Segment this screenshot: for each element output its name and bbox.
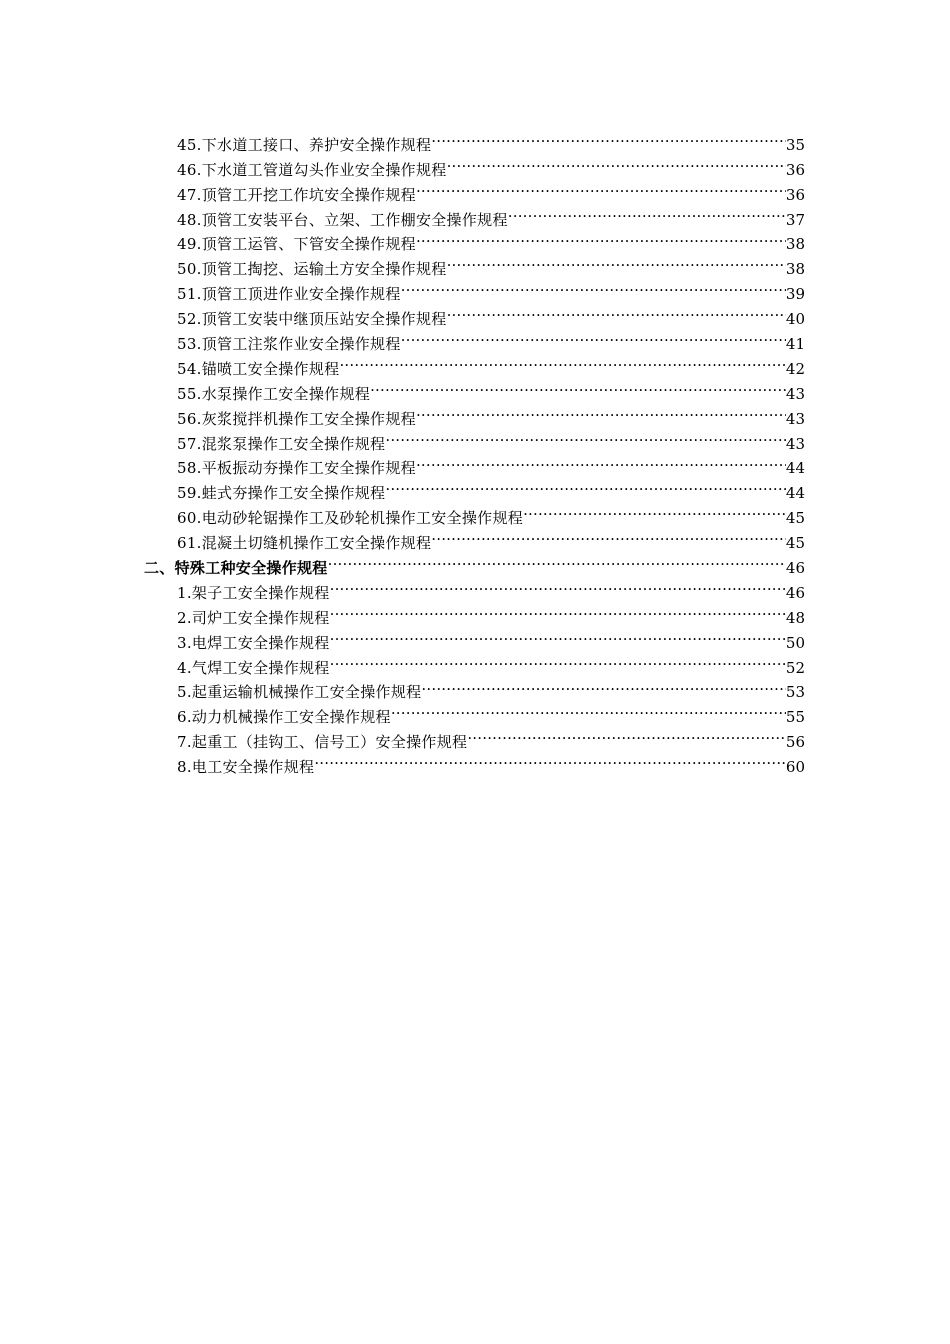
toc-dot-leader — [508, 200, 786, 225]
toc-entry-title: 60.电动砂轮锯操作工及砂轮机操作工安全操作规程 — [177, 509, 524, 528]
toc-entry[interactable] — [177, 697, 805, 727]
toc-section-title: 二、特殊工种安全操作规程 — [144, 559, 328, 578]
toc-dot-leader — [416, 449, 786, 474]
toc-entry[interactable] — [177, 673, 805, 702]
toc-dot-leader — [385, 473, 786, 498]
toc-entry[interactable] — [177, 274, 805, 304]
toc-page-number: 44 — [785, 484, 805, 503]
toc-entry-title: 5.起重运输机械操作工安全操作规程 — [177, 683, 422, 702]
toc-entry[interactable] — [177, 249, 805, 279]
toc-page-number: 36 — [785, 185, 805, 204]
toc-dot-leader — [314, 747, 786, 772]
toc-entry[interactable] — [177, 523, 805, 553]
toc-dot-leader — [330, 623, 786, 648]
toc-dot-leader — [447, 249, 786, 274]
toc-dot-leader — [431, 125, 786, 150]
toc-page-number: 53 — [785, 683, 805, 702]
toc-entry[interactable] — [177, 324, 805, 354]
toc-entry-title: 54.锚喷工安全操作规程 — [177, 359, 340, 378]
toc-entry-title: 59.蛙式夯操作工安全操作规程 — [177, 484, 386, 503]
toc-entry-title: 58.平板振动夯操作工安全操作规程 — [177, 459, 416, 478]
toc-entry-title: 8.电工安全操作规程 — [177, 758, 315, 777]
toc-entry[interactable] — [177, 573, 805, 602]
toc-page-number: 43 — [785, 434, 805, 453]
toc-page-number: 60 — [785, 758, 805, 777]
toc-entry-title: 3.电焊工安全操作规程 — [177, 633, 330, 652]
toc-page-number: 42 — [785, 359, 805, 378]
toc-entry[interactable] — [177, 374, 805, 403]
toc-dot-leader — [330, 598, 786, 623]
toc-page-number: 56 — [785, 733, 805, 752]
toc-entry-title: 49.顶管工运管、下管安全操作规程 — [177, 235, 416, 254]
toc-entry[interactable] — [177, 200, 805, 229]
toc-entry-title: 1.架子工安全操作规程 — [177, 583, 330, 602]
toc-dot-leader — [447, 150, 786, 175]
toc-entry[interactable] — [177, 747, 805, 777]
toc-page-number: 43 — [785, 409, 805, 428]
toc-page-number: 48 — [785, 608, 805, 627]
toc-dot-leader — [421, 673, 785, 698]
toc-page-number: 52 — [785, 658, 805, 677]
toc-page-number: 45 — [785, 509, 805, 528]
toc-entry-title: 57.混浆泵操作工安全操作规程 — [177, 434, 386, 453]
toc-entry[interactable] — [177, 125, 805, 154]
table-of-contents — [0, 125, 950, 777]
toc-page-number: 55 — [785, 708, 805, 727]
toc-entry[interactable] — [177, 424, 805, 453]
toc-entry-title: 6.动力机械操作工安全操作规程 — [177, 708, 391, 727]
toc-dot-leader — [339, 349, 785, 374]
toc-entry-title: 7.起重工（挂钩工、信号工）安全操作规程 — [177, 733, 468, 752]
toc-dot-leader — [370, 374, 786, 399]
toc-dot-leader — [328, 548, 786, 573]
toc-entry-title: 45.下水道工接口、养护安全操作规程 — [177, 135, 432, 154]
toc-page-number: 50 — [785, 633, 805, 652]
toc-entry[interactable] — [177, 399, 805, 428]
toc-page-number: 38 — [785, 235, 805, 254]
toc-dot-leader — [330, 648, 786, 673]
toc-dot-leader — [467, 722, 786, 747]
toc-entry-title: 56.灰浆搅拌机操作工安全操作规程 — [177, 409, 416, 428]
toc-entry[interactable] — [177, 175, 805, 204]
toc-entry-title: 2.司炉工安全操作规程 — [177, 608, 330, 627]
toc-entry-title: 51.顶管工顶进作业安全操作规程 — [177, 285, 401, 304]
toc-entry-title: 61.混凝土切缝机操作工安全操作规程 — [177, 534, 432, 553]
toc-page-number: 38 — [785, 260, 805, 279]
toc-entry[interactable] — [177, 349, 805, 378]
toc-entry-title: 46.下水道工管道勾头作业安全操作规程 — [177, 160, 447, 179]
toc-dot-leader — [416, 399, 786, 424]
toc-entry-title: 52.顶管工安装中继顶压站安全操作规程 — [177, 310, 447, 329]
toc-dot-leader — [401, 324, 786, 349]
toc-entry-title: 4.气焊工安全操作规程 — [177, 658, 330, 677]
toc-dot-leader — [401, 274, 786, 299]
toc-page-number: 36 — [785, 160, 805, 179]
toc-entry[interactable] — [177, 648, 805, 677]
toc-entry[interactable] — [177, 473, 805, 503]
toc-entry-title: 50.顶管工掏挖、运输土方安全操作规程 — [177, 260, 447, 279]
toc-page-number: 37 — [785, 210, 805, 229]
toc-page-number: 40 — [785, 310, 805, 329]
toc-entry[interactable] — [177, 299, 805, 329]
toc-page-number: 41 — [785, 335, 805, 354]
toc-entry-title: 53.顶管工注浆作业安全操作规程 — [177, 335, 401, 354]
toc-dot-leader — [416, 225, 786, 250]
toc-entry[interactable] — [177, 449, 805, 478]
toc-page-number: 46 — [785, 559, 805, 578]
toc-dot-leader — [385, 424, 786, 449]
toc-page-number: 44 — [785, 459, 805, 478]
toc-section-heading[interactable] — [144, 548, 805, 578]
toc-entry[interactable] — [177, 150, 805, 179]
toc-entry[interactable] — [177, 498, 805, 528]
toc-dot-leader — [330, 573, 786, 598]
toc-dot-leader — [416, 175, 786, 200]
toc-page-number: 39 — [785, 285, 805, 304]
toc-page-number: 35 — [785, 135, 805, 154]
toc-page-number: 45 — [785, 534, 805, 553]
toc-entry-title: 48.顶管工安装平台、立架、工作棚安全操作规程 — [177, 210, 508, 229]
toc-entry-title: 47.顶管工开挖工作坑安全操作规程 — [177, 185, 416, 204]
toc-entry-title: 55.水泵操作工安全操作规程 — [177, 384, 371, 403]
toc-entry[interactable] — [177, 623, 805, 652]
toc-page-number: 46 — [785, 583, 805, 602]
toc-entry[interactable] — [177, 598, 805, 627]
toc-dot-leader — [391, 697, 786, 722]
toc-dot-leader — [431, 523, 786, 548]
toc-dot-leader — [523, 498, 786, 523]
toc-dot-leader — [447, 299, 786, 324]
toc-entry[interactable] — [177, 722, 805, 752]
toc-page-number: 43 — [785, 384, 805, 403]
toc-entry[interactable] — [177, 225, 805, 254]
